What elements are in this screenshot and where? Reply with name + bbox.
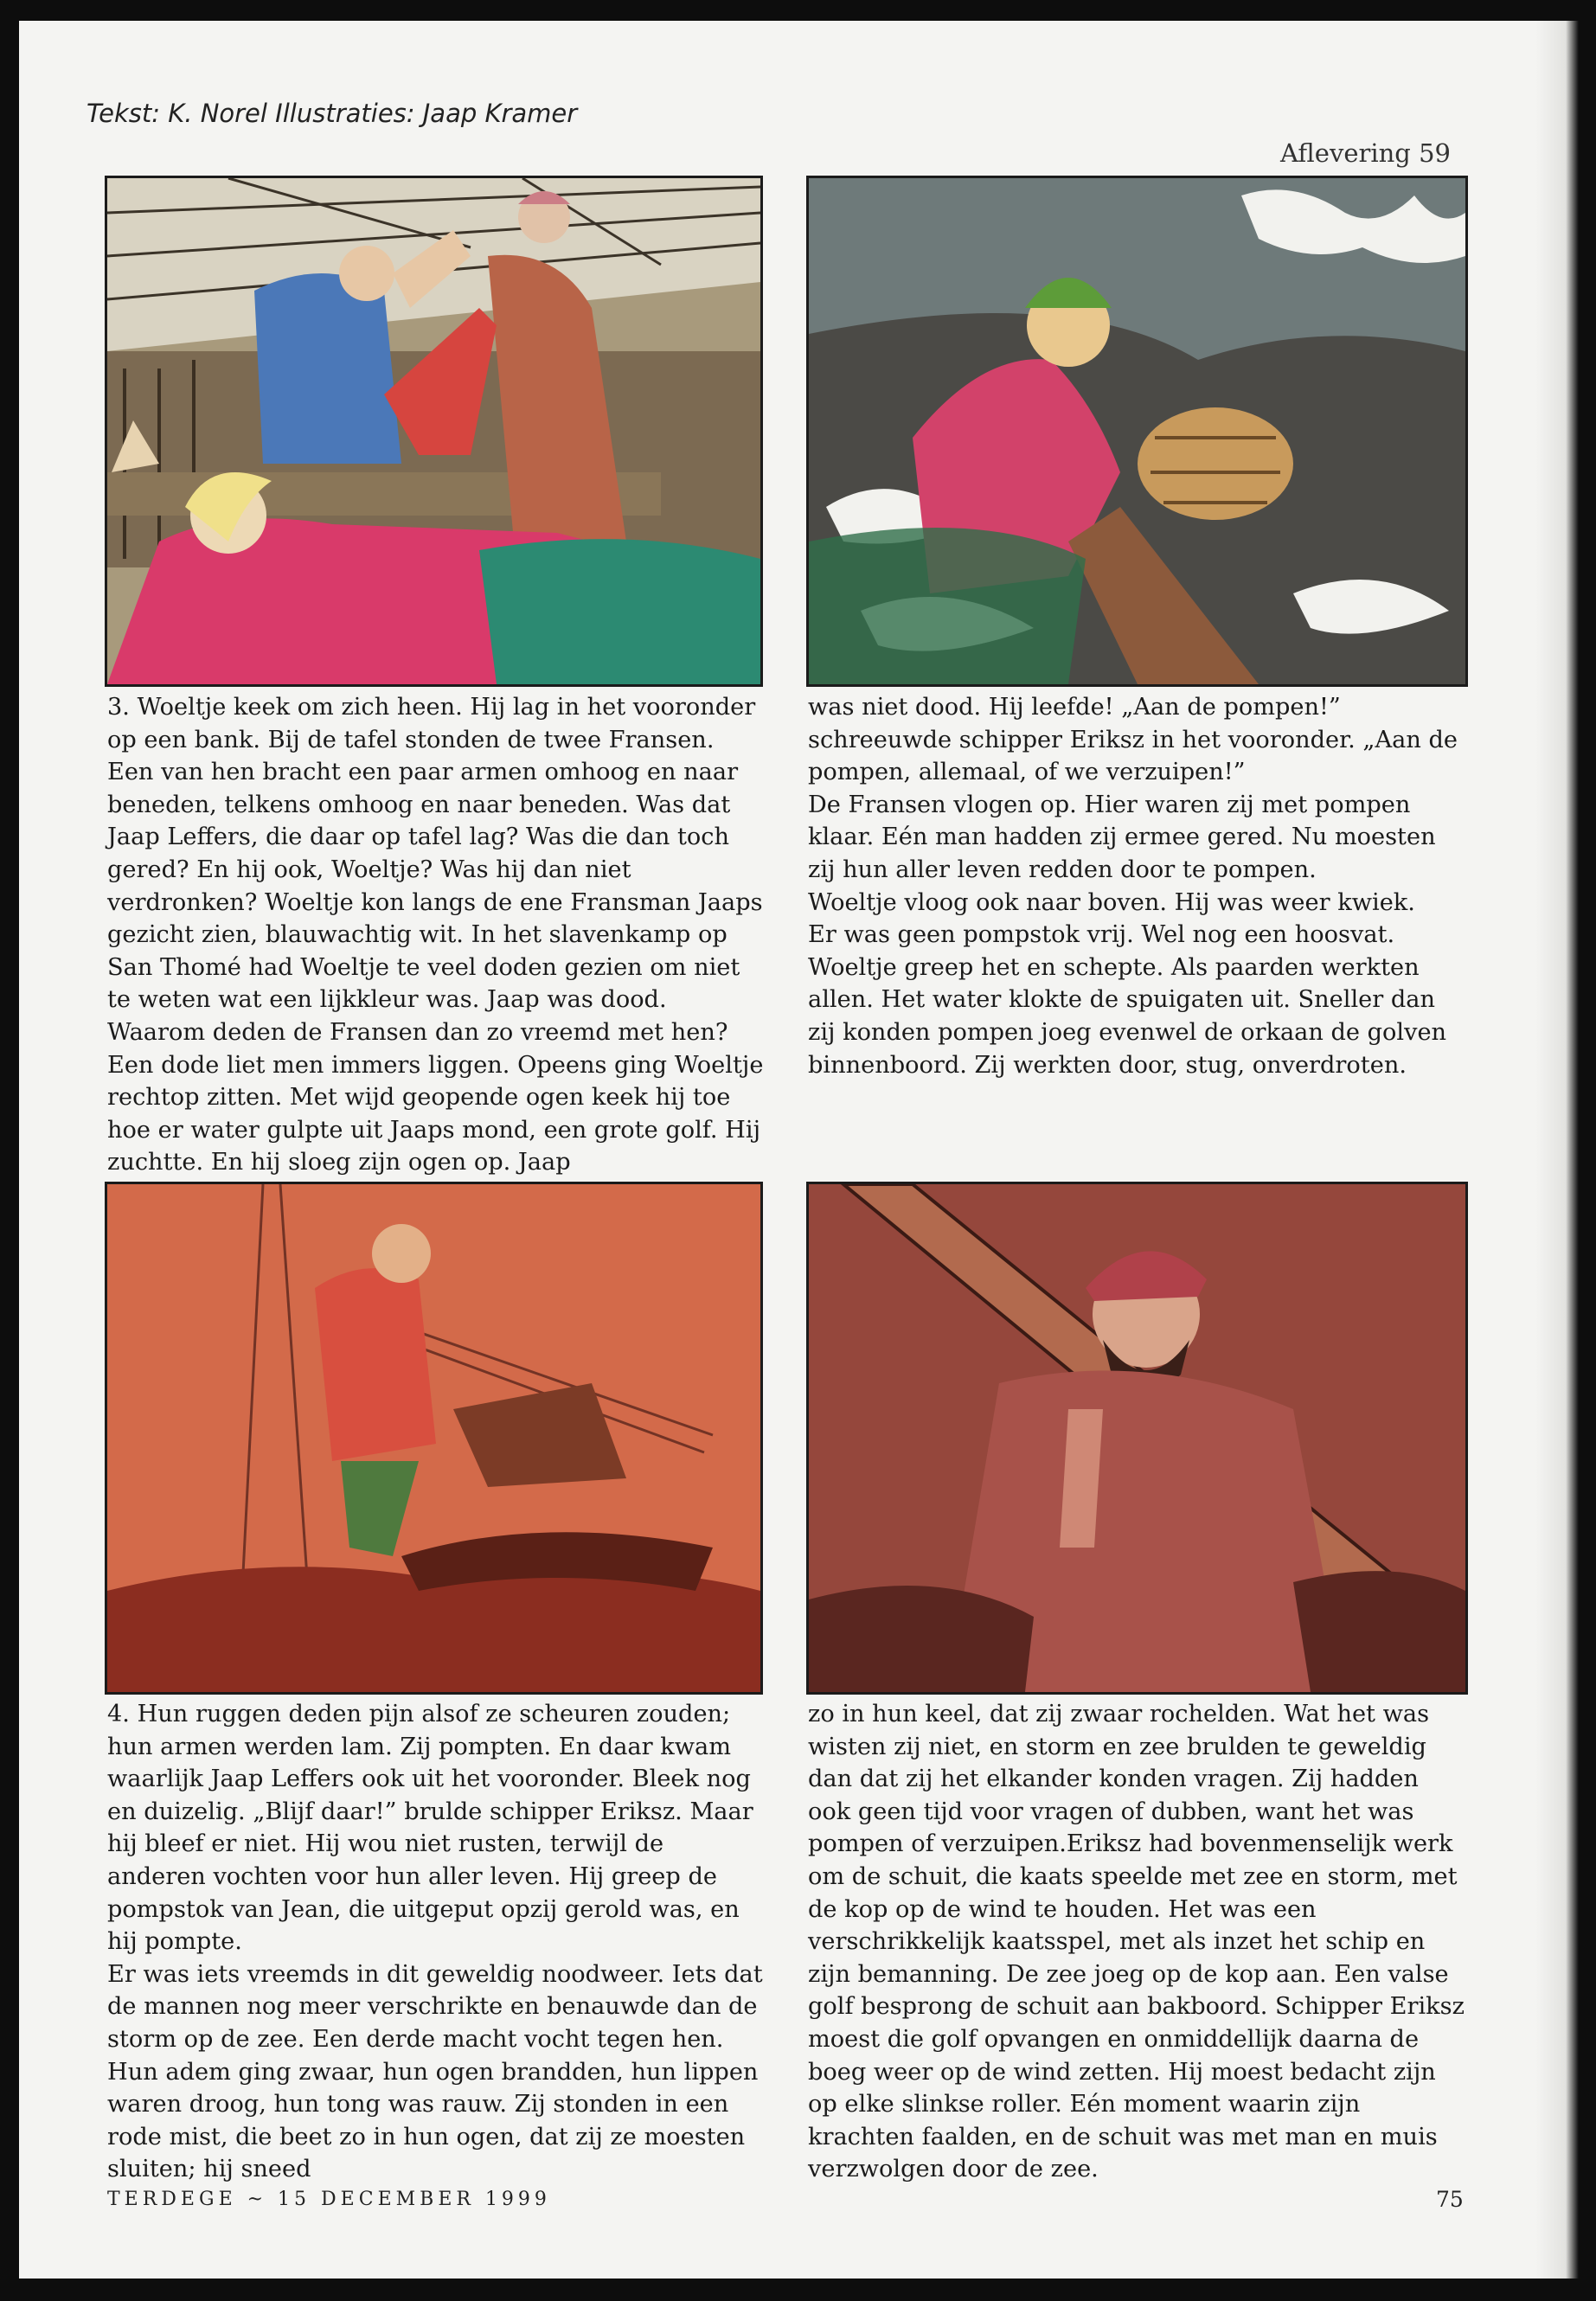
illustration-storm-svg: [809, 178, 1465, 684]
text-column-3: [107, 1698, 765, 2186]
illustration-skipper-svg: [809, 1184, 1465, 1692]
text-column-1: [107, 691, 765, 1179]
footer-publication: TERDEGE ~ 15 DECEMBER 1999: [107, 2189, 551, 2210]
illustration-red-mist-svg: [107, 1184, 760, 1692]
illustration-skipper: [806, 1182, 1468, 1695]
story-paragraph-1: 3. Woeltje keek om zich heen. Hij lag in het vooronder op een bank. Bij de tafel stonden de twee Fransen. Een van hen bracht een paar armen omhoog en naar beneden, telkens omhoog en naar beneden. Was dat Jaap Leffers, die daar op tafel lag? Was die dan toch gered? En hij ook, Woeltje? Was hij dan niet verdronken? Woeltje kon langs de ene Fransman Jaaps gezicht zien, blauwachtig wit. In het slavenkamp op San Thomé had Woeltje te veel doden gezien om niet te weten wat een lijkkleur was. Jaap was dood. Waarom deden de Fransen dan zo vreemd met hen? Een dode liet men immers liggen. Opeens ging Woeltje rechtop zitten. Met wijd geopende ogen keek hij toe hoe er water gulpte uit Jaaps mond, een grote golf. Hij zuchtte. En hij sloeg zijn ogen op. Jaap: [107, 694, 764, 1176]
page-edge-shadow: [1535, 21, 1579, 2279]
text-column-4: [808, 1698, 1465, 2186]
story-paragraph-4: zo in hun keel, dat zij zwaar rochelden. Wat het was wisten zij niet, en storm en zee brulden te geweldig dan dat zij het elkander konden vragen. Zij hadden ook geen tijd voor vragen of dubben, want het was pompen of verzuipen.Eriksz had bovenmenselijk werk om de schuit, die kaats speelde met zee en storm, met de kop op de wind te houden. Het was een verschrikkelijk kaatsspel, met als inzet het schip en zijn bemanning. De zee joeg op de kop aan. Een valse golf besprong de schuit aan bakboord. Schipper Eriksz moest die golf opvangen en onmiddellijk daarna de boeg weer op de wind zetten. Hij moest bedacht zijn op elke slinkse roller. Eén moment waarin zijn krachten faalden, en de schuit was met man en muis verzwolgen door de zee.: [808, 1701, 1465, 2183]
illustration-cabin-revival: [105, 176, 763, 687]
illustration-cabin-svg: [107, 178, 760, 684]
story-paragraph-2: was niet dood. Hij leefde! „Aan de pompen!” schreeuwde schipper Eriksz in het vooronder. „Aan de pompen, allemaal, of we verzuipen!” De Fransen vlogen op. Hier waren zij met pompen klaar. Eén man hadden zij ermee gered. Nu moesten zij hun aller leven redden door te pompen. Woeltje vloog ook naar boven. Hij was weer kwiek. Er was geen pompstok vrij. Wel nog een hoosvat. Woeltje greep het en schepte. Als paarden werkten allen. Het water klokte de spuigaten uit. Sneller dan zij konden pompen joeg evenwel de orkaan de golven binnenboord. Zij werkten door, stug, onverdroten.: [808, 694, 1458, 1079]
illustration-storm-bucket: [806, 176, 1468, 687]
story-paragraph-3: 4. Hun ruggen deden pijn alsof ze scheuren zouden; hun armen werden lam. Zij pompten. En daar kwam waarlijk Jaap Leffers ook uit het vooronder. Bleek nog en duizelig. „Blijf daar!” brulde schipper Eriksz. Maar hij bleef er niet. Hij wou niet rusten, terwijl de anderen vochten voor hun aller leven. Hij greep de pompstok van Jean, die uitgeput opzij gerold was, en hij pompte. Er was iets vreemds in dit geweldig noodweer. Iets dat de mannen nog meer verschrikte en benauwde dan de storm op de zee. Een derde macht vocht tegen hen. Hun adem ging zwaar, hun ogen brandden, hun lippen waren droog, hun tong was rauw. Zij stonden in een rode mist, die beet zo in hun ogen, dat zij ze moesten sluiten; hij sneed: [107, 1701, 763, 2183]
credits-line: Tekst: K. Norel Illustraties: Jaap Kramer: [87, 99, 578, 128]
text-column-2: [808, 691, 1465, 1081]
illustration-red-mist: [105, 1182, 763, 1695]
page-number: 75: [1436, 2187, 1464, 2212]
episode-label: Aflevering 59: [1280, 138, 1451, 168]
